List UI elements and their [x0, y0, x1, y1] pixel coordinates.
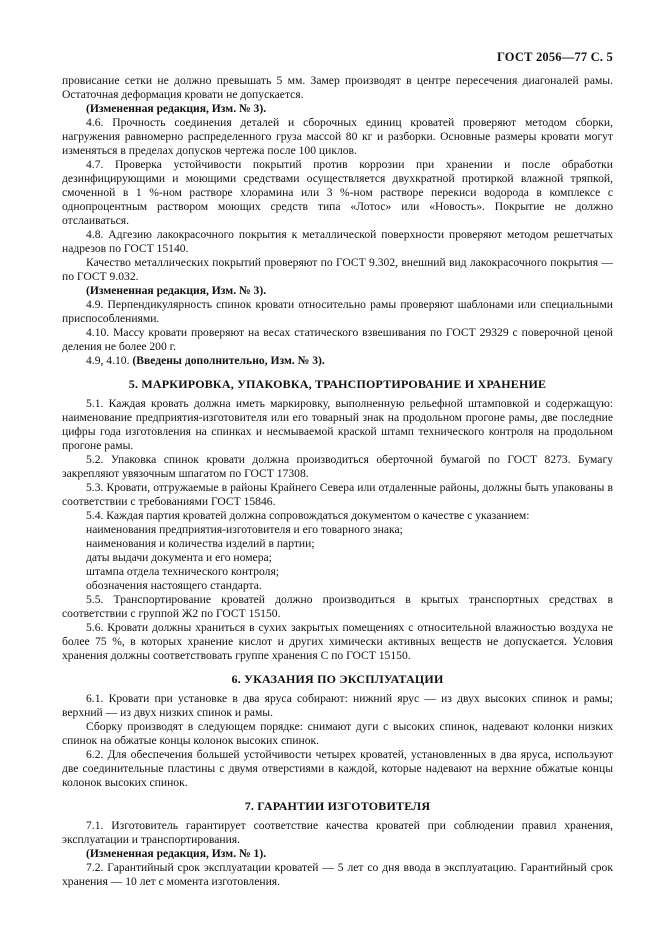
paragraph: 4.9. Перпендикулярность спинок кровати относительно рамы проверяют шаблонами или специальными приспособлениями. [62, 298, 613, 325]
paragraph: 4.10. Массу кровати проверяют на весах статического взвешивания по ГОСТ 29329 с поверочной ценой деления не более 200 г. [62, 326, 613, 353]
paragraph: Качество металлических покрытий проверяют по ГОСТ 9.302, внешний вид лакокрасочного покрытия — по ГОСТ 9.032. [62, 256, 613, 283]
paragraph: 5.1. Каждая кровать должна иметь маркировку, выполненную рельефной штамповкой и содержащую: наименование предприятия-изготовителя или его товарный знак на продольном прогоне рамы, две последние цифры года изготовления на спинках и несмываемой краской штамп технического контроля на продольном прогоне рамы. [62, 397, 613, 452]
paragraph: Сборку производят в следующем порядке: снимают дуги с высоких спинок, надевают колонки низких спинок на обжатые концы колонок высоких спинок. [62, 720, 613, 747]
paragraph: 5.2. Упаковка спинок кровати должна производиться оберточной бумагой по ГОСТ 8273. Бумагу закрепляют увязочным шпагатом по ГОСТ 17308. [62, 453, 613, 480]
paragraph: 7.2. Гарантийный срок эксплуатации кроватей — 5 лет со дня ввода в эксплуатацию. Гарантийный срок хранения — 10 лет с момента изготовления. [62, 861, 613, 888]
document-body [62, 74, 613, 889]
paragraph: обозначения настоящего стандарта. [86, 579, 262, 592]
paragraph: 4.8. Адгезию лакокрасочного покрытия к металлической поверхности проверяют методом решетчатых надрезов по ГОСТ 15140. [62, 228, 613, 255]
amendment-note: (Измененная редакция, Изм. № 3). [86, 102, 267, 115]
paragraph: 6.2. Для обеспечения большей устойчивости четырех кроватей, установленных в два яруса, используют две соединительные пластины с двумя отверстиями в каждой, которые надевают на верхние обжатые концы колонок высоких спинок. [62, 748, 613, 789]
paragraph-text: 4.9, 4.10. [86, 354, 133, 367]
section-heading: 6. УКАЗАНИЯ ПО ЭКСПЛУАТАЦИИ [231, 672, 444, 686]
paragraph: 5.3. Кровати, отгружаемые в районы Крайнего Севера или отдаленные районы, должны быть упакованы в соответствии с требованиями ГОСТ 15846. [62, 481, 613, 508]
paragraph: наименования и количества изделий в партии; [86, 537, 315, 550]
page-header: ГОСТ 2056—77 С. 5 [496, 50, 613, 64]
paragraph: 6.1. Кровати при установке в два яруса собирают: нижний ярус — из двух высоких спинок и рамы; верхний — из двух низких спинок и рамы. [62, 692, 613, 719]
paragraph: провисание сетки не должно превышать 5 мм. Замер производят в центре пересечения диагоналей рамы. Остаточная деформация кровати не допускается. [62, 74, 613, 101]
paragraph: 5.6. Кровати должны храниться в сухих закрытых помещениях с относительной влажностью воздуха не более 75 %, в которых хранение кислот и других химически активных веществ не допускается. Условия хранения должны соответствовать группе хранения С по ГОСТ 15150. [62, 621, 613, 662]
amendment-note: (Измененная редакция, Изм. № 3). [86, 284, 267, 297]
paragraph: 4.6. Прочность соединения деталей и сборочных единиц кроватей проверяют методом сборки, нагружения равномерно распределенного груза массой 80 кг и разборки. Основные размеры кровати могут изменяться в пределах допусков чертежа после 100 циклов. [62, 116, 613, 157]
section-heading: 5. МАРКИРОВКА, УПАКОВКА, ТРАНСПОРТИРОВАНИЕ И ХРАНЕНИЕ [128, 377, 547, 391]
paragraph [62, 354, 613, 368]
paragraph: 7.1. Изготовитель гарантирует соответствие качества кроватей при соблюдении правил хранения, эксплуатации и транспортирования. [62, 819, 613, 846]
paragraph: штампа отдела технического контроля; [86, 565, 280, 578]
paragraph: 5.5. Транспортирование кроватей должно производиться в крытых транспортных средствах в соответствии с группой Ж2 по ГОСТ 15150. [62, 593, 613, 620]
section-heading: 7. ГАРАНТИИ ИЗГОТОВИТЕЛЯ [244, 799, 431, 813]
paragraph: даты выдачи документа и его номера; [86, 551, 272, 564]
amendment-note: (Измененная редакция, Изм. № 1). [86, 847, 267, 860]
paragraph: 5.4. Каждая партия кроватей должна сопровождаться документом о качестве с указанием: [86, 509, 530, 522]
amendment-note: (Введены дополнительно, Изм. № 3). [132, 354, 325, 367]
paragraph: наименования предприятия-изготовителя и его товарного знака; [86, 523, 403, 536]
paragraph: 4.7. Проверка устойчивости покрытий против коррозии при хранении и после обработки дезинфицирующими и моющими средствами осуществляется двухкратной протиркой влажной тряпкой, смоченной в 1 %-ном растворе хлорамина или 3 %-ном растворе перекиси водорода в комплексе с однопроцентным раствором моющих средств типа «Лотос» или «Новость». Покрытие не должно отслаиваться. [62, 158, 613, 227]
